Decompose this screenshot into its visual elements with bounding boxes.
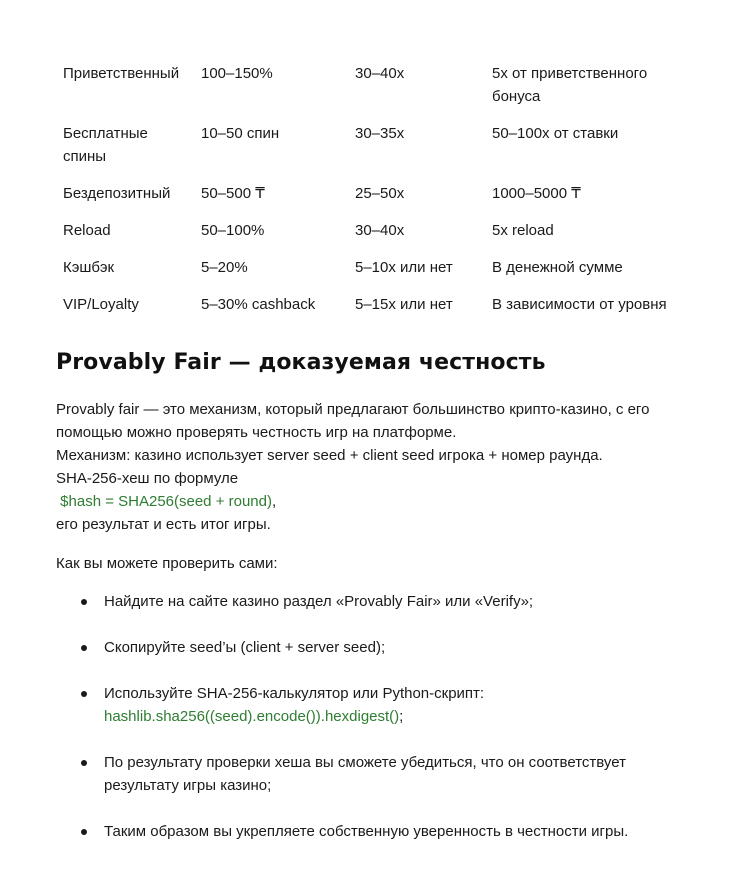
section-heading: Provably Fair — доказуемая честность (56, 350, 546, 375)
table-cell-wager: 30–40x (355, 222, 405, 239)
table-cell-max-win: 5x от приветственного бонуса (492, 65, 648, 105)
table-cell-amount: 5–30% cashback (201, 296, 316, 313)
table-cell-wager: 30–35x (355, 125, 405, 142)
table-cell-max-win: 50–100x от ставки (492, 125, 619, 142)
bonus-table (56, 58, 684, 326)
table-cell-max-win: В денежной сумме (492, 259, 623, 276)
bullet-icon (81, 691, 87, 697)
table-cell-wager: 5–15x или нет (355, 296, 453, 313)
table-cell-wager: 30–40x (355, 65, 405, 82)
table-cell-amount: 5–20% (201, 259, 248, 276)
list-item (56, 590, 696, 613)
step-text: Таким образом вы укрепляете собственную уверенность в честности игры. (104, 823, 629, 840)
table-cell-wager: 25–50x (355, 185, 405, 202)
table-cell-type: Бесплатные спины (63, 125, 148, 165)
table-row (56, 215, 684, 252)
intro-line: его результат и есть итог игры. (56, 516, 271, 533)
table-cell-amount: 50–500 ₸ (201, 185, 265, 202)
table-row (56, 252, 684, 289)
table-cell-amount: 10–50 спин (201, 125, 280, 142)
table-cell-amount: 50–100% (201, 222, 265, 239)
table-row (56, 289, 684, 326)
table-row (56, 118, 684, 178)
python-code: hashlib.sha256((seed).encode()).hexdigest() (104, 708, 400, 725)
bullet-icon (81, 645, 87, 651)
formula-suffix: , (271, 493, 277, 510)
step-text: Скопируйте seed’ы (client + server seed); (104, 639, 386, 656)
list-item (56, 636, 696, 659)
table-row (56, 178, 684, 215)
table-cell-max-win: 5x reload (492, 222, 554, 239)
table-cell-type: VIP/Loyalty (63, 296, 139, 313)
bullet-icon (81, 829, 87, 835)
step-text: Используйте SHA-256-калькулятор или Python-скрипт: (104, 685, 485, 702)
table-cell-amount: 100–150% (201, 65, 273, 82)
bullet-icon (81, 760, 87, 766)
intro-line: помощью можно проверять честность игр на платформе. (56, 424, 457, 441)
code-suffix: ; (399, 708, 404, 725)
intro-line: Механизм: казино использует server seed + client seed игрока + номер раунда. (56, 447, 603, 464)
table-cell-type: Кэшбэк (63, 259, 115, 276)
intro-line: Provably fair — это механизм, который предлагают большинство крипто-казино, с его (56, 401, 650, 418)
check-heading: Как вы можете проверить сами: (56, 555, 278, 572)
list-item (56, 682, 696, 728)
bullet-icon (81, 599, 87, 605)
hash-formula: $hash = SHA256(seed + round) (60, 493, 272, 510)
formula-line (56, 490, 696, 513)
table-row (56, 58, 684, 118)
table-cell-type: Бездепозитный (63, 185, 171, 202)
table-cell-wager: 5–10x или нет (355, 259, 453, 276)
list-item (56, 820, 696, 843)
step-text: Найдите на сайте казино раздел «Provably Fair» или «Verify»; (104, 593, 534, 610)
steps-list (56, 590, 696, 866)
table-cell-max-win: В зависимости от уровня (492, 296, 667, 313)
step-code-line (104, 705, 696, 728)
step-text: По результату проверки хеша вы сможете убедиться, что он соответствует (104, 754, 626, 771)
step-text-continued: результату игры казино; (104, 777, 272, 794)
intro-line: SHA-256-хеш по формуле (56, 470, 239, 487)
table-cell-max-win: 1000–5000 ₸ (492, 185, 581, 202)
table-cell-type: Reload (63, 222, 111, 239)
table-cell-type: Приветственный (63, 65, 180, 82)
intro-paragraph (56, 398, 696, 536)
list-item (56, 751, 696, 797)
